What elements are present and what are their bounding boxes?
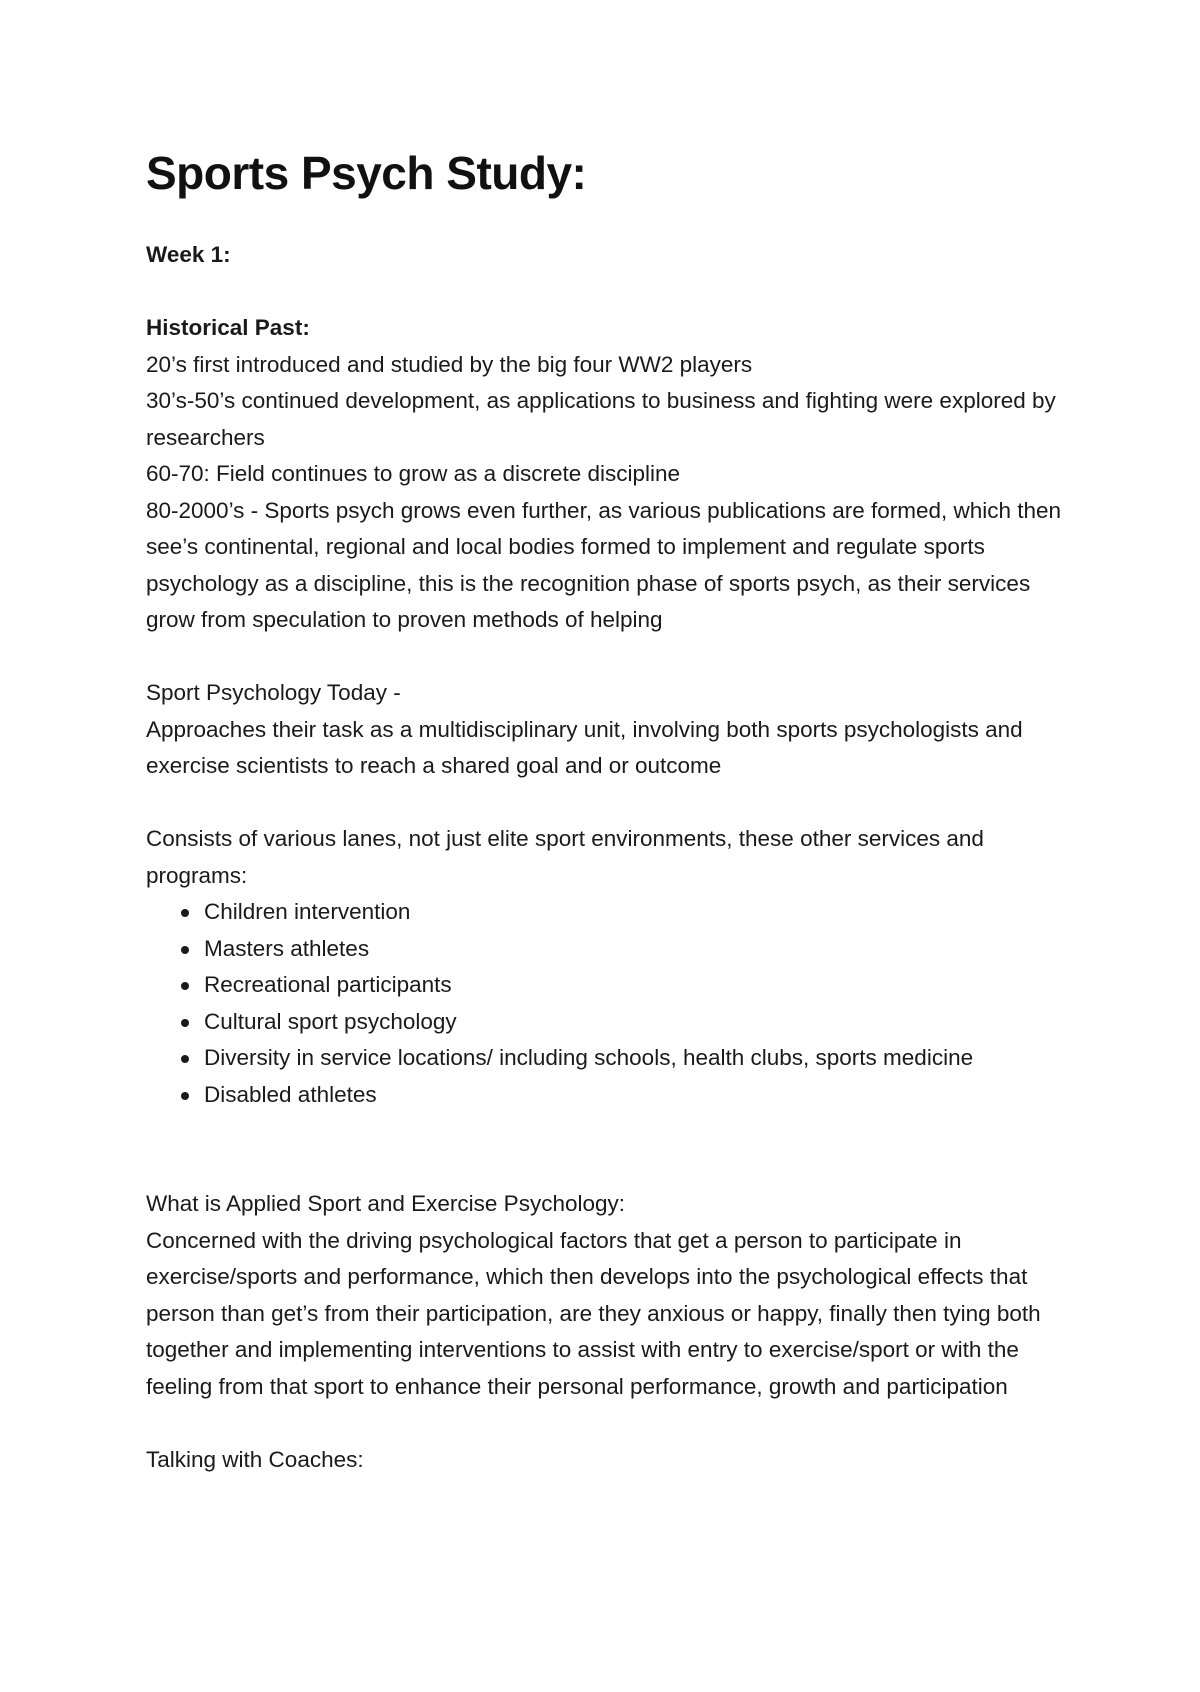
applied-body: Concerned with the driving psychological factors that get a person to participate in exercise/sports and performance, which then develops into the psychological effects that person than get’s from their participation, are they anxious or happy, finally then tying both together and implementing interventions to assist with entry to exercise/sport or with the feeling from that sport to enhance their personal performance, growth and participation	[146, 1227, 1041, 1399]
historical-heading: Historical Past:	[146, 315, 310, 340]
historical-line: 60-70: Field continues to grow as a discrete discipline	[146, 461, 681, 486]
lanes-intro: Consists of various lanes, not just elite sport environments, these other services and programs:	[146, 826, 984, 888]
list-item: Children intervention	[204, 894, 1066, 931]
historical-line: 80-2000’s - Sports psych grows even further, as various publications are formed, which then see’s continental, regional and local bodies formed to implement and regulate sports psychology as a discipline, this is the recognition phase of sports psych, as their services grow from speculation to proven methods of helping	[146, 497, 1062, 632]
historical-line: 30’s-50’s continued development, as applications to business and fighting were explored by researchers	[146, 388, 1056, 450]
list-item: Cultural sport psychology	[204, 1004, 1066, 1041]
document-title: Sports Psych Study:	[146, 147, 587, 199]
document-body	[146, 237, 1066, 1478]
coaches-heading: Talking with Coaches:	[146, 1446, 364, 1472]
historical-line: 20’s first introduced and studied by the big four WW2 players	[146, 351, 753, 377]
today-heading: Sport Psychology Today -	[146, 680, 401, 705]
today-body: Approaches their task as a multidisciplinary unit, involving both sports psychologists and exercise scientists to reach a shared goal and or outcome	[146, 716, 1023, 778]
applied-heading: What is Applied Sport and Exercise Psychology:	[146, 1191, 625, 1216]
week-heading: Week 1:	[146, 242, 231, 267]
lanes-list	[146, 894, 1066, 1113]
list-item: Recreational participants	[204, 967, 1066, 1004]
list-item: Disabled athletes	[204, 1077, 1066, 1114]
list-item: Masters athletes	[204, 931, 1066, 968]
list-item: Diversity in service locations/ including schools, health clubs, sports medicine	[204, 1040, 1066, 1077]
